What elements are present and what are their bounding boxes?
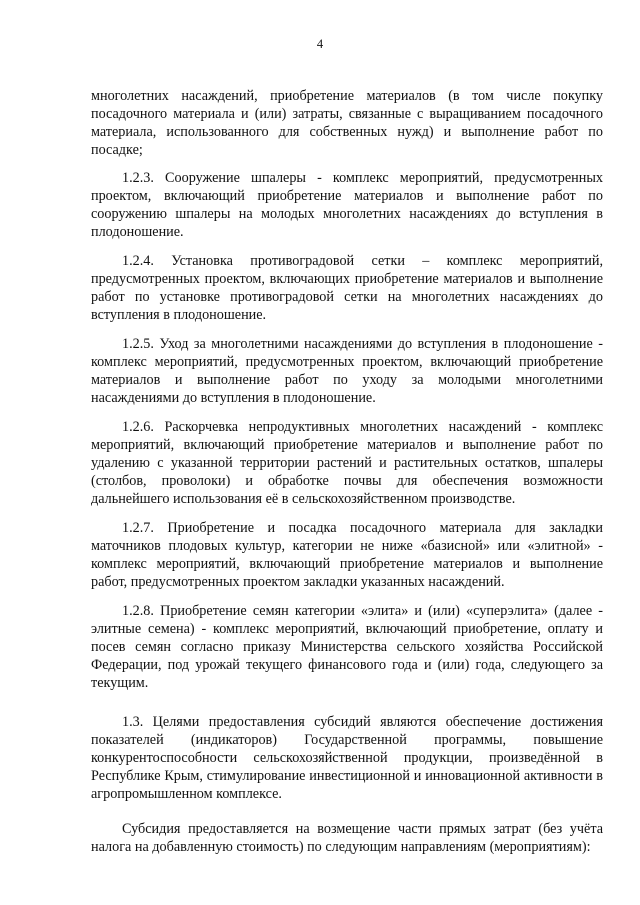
paragraph-continuation: многолетних насаждений, приобретение материалов (в том числе покупку посадочного материала и (или) затраты, связанные с выращиванием посадочного материала, использованного для собственных нужд) и выполнение работ по посадке; [91,88,603,158]
paragraph-1-2-4: 1.2.4. Установка противоградовой сетки – комплекс мероприятий, предусмотренных проектом, включающих приобретение материалов и выполнение работ по установке противоградовой сетки на многолетних насаждениях до вступления в плодоношение. [91,253,603,323]
paragraph-1-2-5: 1.2.5. Уход за многолетними насаждениями до вступления в плодоношение - комплекс мероприятий, предусмотренных проектом, включающий приобретение материалов и выполнение работ по уходу за молодыми многолетними насаждениями до вступления в плодоношение. [91,336,603,406]
paragraph-1-3: 1.3. Целями предоставления субсидий являются обеспечение достижения показателей (индикаторов) Государственной программы, повышение конкурентоспособности сельскохозяйственной продукции, произведённой в Республике Крым, стимулирование инвестиционной и инновационной активности в агропромышленном комплексе. [91,714,603,802]
paragraph-1-2-8: 1.2.8. Приобретение семян категории «элита» и (или) «суперэлита» (далее - элитные семена) - комплекс мероприятий, включающий приобретение, оплату и посев семян согласно приказу Министерства сельского хозяйства Российской Федерации, под урожай текущего финансового года и (или) года, следующего за текущим. [91,603,603,691]
paragraph-1-2-7: 1.2.7. Приобретение и посадка посадочного материала для закладки маточников плодовых культур, категории не ниже «базисной» или «элитной» - комплекс мероприятий, включающий приобретение материалов и выполнение работ, предусмотренных проектом закладки указанных насаждений. [91,520,603,590]
paragraph-1-2-3: 1.2.3. Сооружение шпалеры - комплекс мероприятий, предусмотренных проектом, включающий приобретение материалов и выполнение работ по сооружению шпалеры на молодых многолетних насаждениях до вступления в плодоношение. [91,170,603,240]
document-body [91,87,603,856]
page-number: 4 [316,37,324,51]
paragraph-subsidy: Субсидия предоставляется на возмещение части прямых затрат (без учёта налога на добавленную стоимость) по следующим направлениям (мероприятиям): [91,821,603,855]
paragraph-1-2-6: 1.2.6. Раскорчевка непродуктивных многолетних насаждений - комплекс мероприятий, включающий приобретение материалов и выполнение работ по удалению с указанной территории растений и растительных остатков, шпалеры (столбов, проволоки) и обработке почвы для обеспечения возможности дальнейшего использования её в сельскохозяйственном производстве. [91,419,603,507]
